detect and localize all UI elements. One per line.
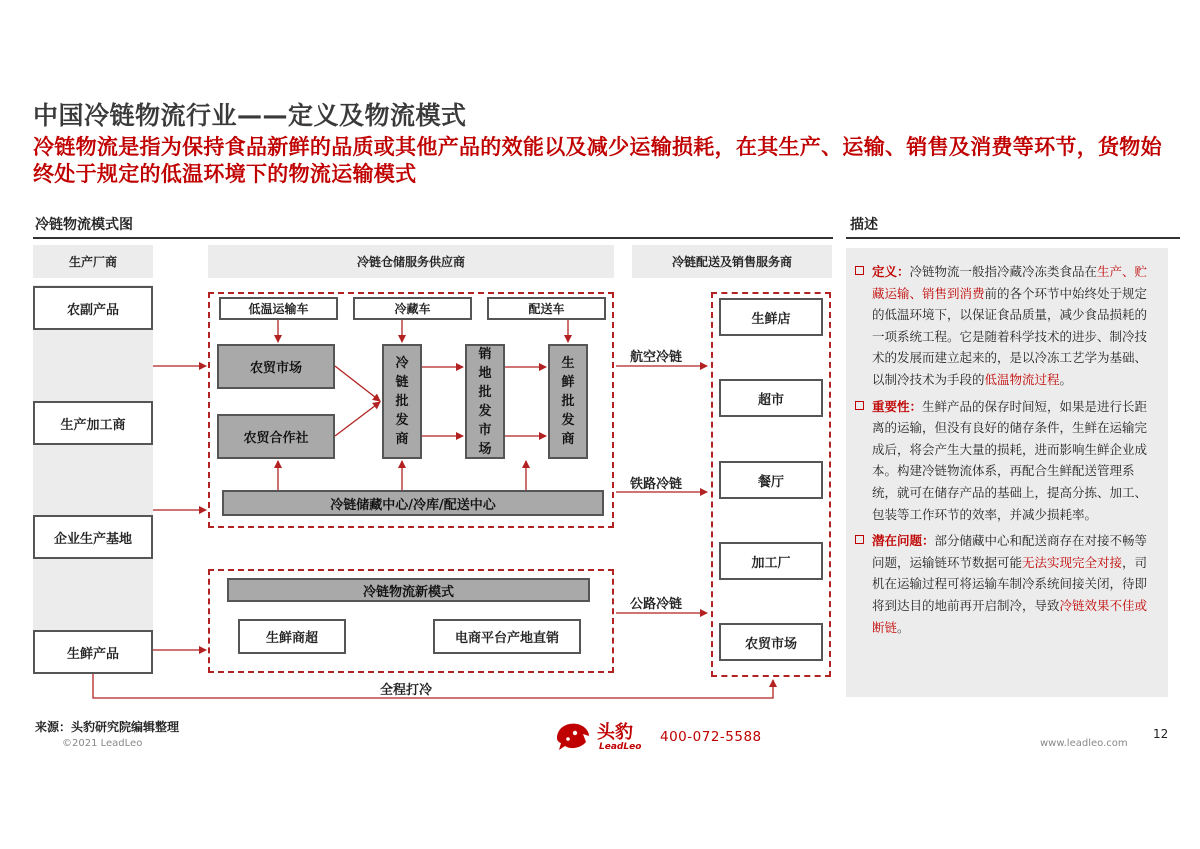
description-label: 潜在问题： xyxy=(872,533,935,549)
bullet-square-icon xyxy=(855,401,864,410)
transport-air: 航空冷链 xyxy=(630,350,683,365)
arrow-market-to-wholesaler xyxy=(335,366,380,401)
diagram-section-title: 冷链物流模式图 xyxy=(35,217,133,233)
wholesaler-char: 发 xyxy=(561,413,575,428)
wholesaler-char: 发 xyxy=(395,413,409,428)
contact-phone: 400-072-5588 xyxy=(660,729,762,745)
retailer-farmers-market: 农贸市场 xyxy=(719,623,823,661)
producer-box-fresh: 生鲜产品 xyxy=(33,630,153,674)
storage-center-bar: 冷链储藏中心/冷库/配送中心 xyxy=(222,490,604,516)
full-process-cooling-label: 全程打冷 xyxy=(380,683,433,698)
leopard-logo-icon xyxy=(553,718,593,754)
arrow-full-process-cooling xyxy=(93,674,773,698)
highlight-text: 低温物流过程 xyxy=(984,371,1060,387)
description-label: 重要性： xyxy=(872,398,923,414)
wholesaler-char: 冷 xyxy=(395,356,409,371)
market-cooperative: 农贸合作社 xyxy=(217,414,335,459)
description-text: 生鲜产品的保存时间短，如果是进行长距离的运输，但没有良好的储存条件，生鲜在运输完成后，将会产生大量的损耗，进而影响生鲜企业成本。构建冷链物流体系，再配合生鲜配送管理系统，就可在储存产品的基础上，提高分拣、加工、包装等工作环节的效率，并减少损耗率。 xyxy=(872,398,1148,522)
retailer-processing-plant: 加工厂 xyxy=(719,542,823,580)
header-producers: 生产厂商 xyxy=(33,245,153,278)
wholesaler-char: 市 xyxy=(478,422,492,438)
description-label: 定义： xyxy=(872,264,910,279)
wholesaler-char: 链 xyxy=(395,375,409,390)
wholesaler-char: 商 xyxy=(561,432,575,447)
wholesaler-char: 批 xyxy=(478,384,492,400)
logo-subtext: LeadLeo xyxy=(599,742,642,752)
page-subtitle: 冷链物流是指为保持食品新鲜的品质或其他产品的效能以及减少运输损耗，在其生产、运输、销售及消费等环节，货物始终处于规定的低温环境下的物流运输模式 xyxy=(33,135,1162,186)
wholesaler-char: 场 xyxy=(478,441,492,457)
highlight-text: 无法实现完全对接 xyxy=(1022,554,1123,570)
website-link[interactable]: www.leadleo.com xyxy=(1040,738,1128,749)
description-text: ，司机在运输过程可将运输车制冷系统间接关闭，待即将到达目的地前再开启制冷，导致 xyxy=(872,554,1148,613)
header-distribution: 冷链配送及销售服务商 xyxy=(632,245,832,278)
page-title: 中国冷链物流行业——定义及物流模式 xyxy=(33,101,467,130)
bullet-square-icon xyxy=(855,266,864,275)
producer-box-processor: 生产加工商 xyxy=(33,401,153,445)
arrow-coop-to-wholesaler xyxy=(335,402,380,436)
vehicle-delivery-truck: 配送车 xyxy=(487,297,606,320)
new-mode-fresh-supermarket: 生鲜商超 xyxy=(238,619,346,654)
vehicle-low-temp-truck: 低温运输车 xyxy=(219,297,338,320)
retailer-fresh-store: 生鲜店 xyxy=(719,298,823,336)
description-panel xyxy=(846,248,1168,697)
wholesaler-char: 生 xyxy=(561,356,575,371)
description-definition xyxy=(854,261,1158,391)
description-text: 冷链物流一般指冷藏冷冻类食品在 xyxy=(909,264,1098,279)
wholesaler-char: 批 xyxy=(561,394,575,409)
new-mode-title: 冷链物流新模式 xyxy=(227,578,590,602)
producer-box-agri: 农副产品 xyxy=(33,286,153,330)
copyright: ©2021 LeadLeo xyxy=(62,738,143,749)
wholesaler-char: 地 xyxy=(478,365,492,381)
transport-rail: 铁路冷链 xyxy=(630,477,683,492)
vehicle-refrigerated-truck: 冷藏车 xyxy=(353,297,472,320)
description-importance xyxy=(854,396,1158,526)
description-text: 前的各个环节中始终处于规定的低温环境下，以保证食品质量，减少食品损耗的一项系统工程。它是随着科学技术的进步、制冷技术的发展而建立起来的，是以冷冻工艺学为基础、以制冷技术为手段的 xyxy=(872,285,1148,387)
page-number: 12 xyxy=(1153,727,1169,741)
retailer-restaurant: 餐厅 xyxy=(719,461,823,499)
header-storage: 冷链仓储服务供应商 xyxy=(208,245,614,278)
wholesaler-char: 发 xyxy=(478,403,492,419)
wholesaler-char: 商 xyxy=(395,432,409,447)
description-issues xyxy=(854,530,1158,638)
description-section-title: 描述 xyxy=(850,217,878,233)
retailer-supermarket: 超市 xyxy=(719,379,823,417)
bullet-square-icon xyxy=(855,535,864,544)
wholesaler-char: 销 xyxy=(478,346,492,362)
description-text: 。 xyxy=(897,619,910,635)
market-farmers-market: 农贸市场 xyxy=(217,344,335,389)
source-note: 来源：头豹研究院编辑整理 xyxy=(35,720,180,734)
highlight-text: 生产、贮藏运输、销售到消费 xyxy=(872,264,1148,301)
leadleo-logo xyxy=(553,716,649,756)
producer-box-enterprise-base: 企业生产基地 xyxy=(33,515,153,559)
wholesaler-char: 鲜 xyxy=(561,375,575,390)
logo-text: 头豹 xyxy=(597,722,633,743)
wholesaler-char: 批 xyxy=(395,394,409,409)
description-text: 部分储藏中心和配送商存在对接不畅等问题，运输链环节数据可能 xyxy=(872,533,1148,570)
transport-road: 公路冷链 xyxy=(630,597,683,612)
highlight-text: 冷链效果不佳或断链 xyxy=(872,597,1148,635)
new-mode-ecommerce-direct: 电商平台产地直销 xyxy=(433,619,581,654)
description-text: 。 xyxy=(1059,371,1073,387)
